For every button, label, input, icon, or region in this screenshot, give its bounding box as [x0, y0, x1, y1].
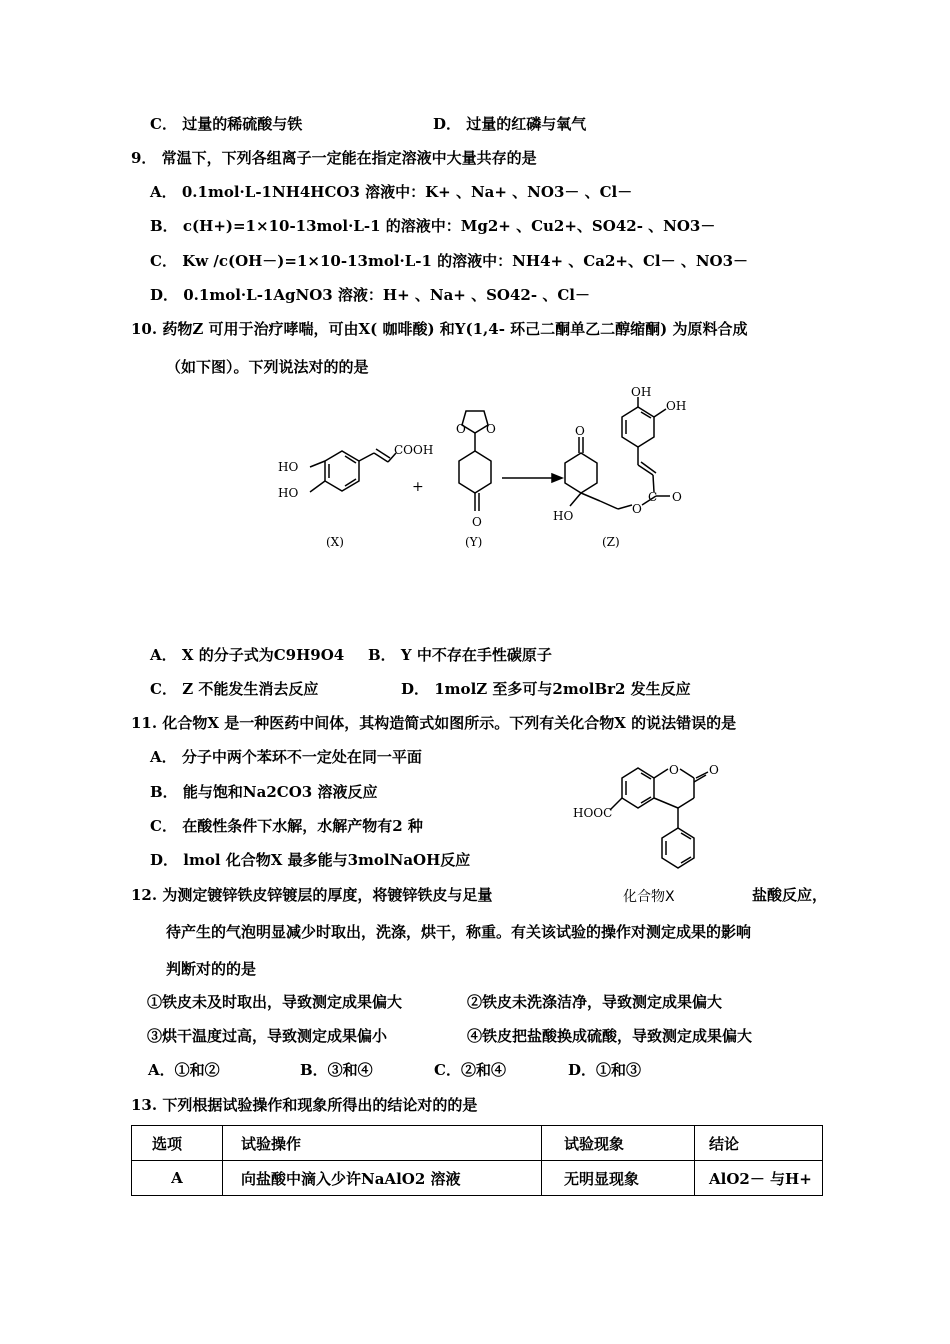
- x-cooh-label: COOH: [394, 443, 434, 457]
- carbonyl-oxygen: O: [709, 763, 719, 777]
- header-operation: 试验操作: [223, 1126, 542, 1161]
- q12-item-4: ④铁皮把盐酸换成硫酸，导致测定成果偏大: [467, 1027, 753, 1045]
- q11-option-c: C． 在酸性条件下水解，水解产物有2 种: [150, 817, 423, 835]
- q10-option-c: C． Z 不能发生消去反应: [150, 680, 319, 698]
- q12-stem-end: 盐酸反应，: [752, 886, 828, 904]
- header-option: 选项: [132, 1126, 223, 1161]
- q9-option-d: D． 0.1mol·L-1AgNO3 溶液：H+ 、Na+ 、SO42- 、Cl－: [150, 286, 590, 304]
- y-oxygen-2: O: [486, 422, 496, 436]
- plus-sign: +: [412, 479, 424, 495]
- q10-option-b: B． Y 中不存在手性碳原子: [368, 646, 552, 664]
- q10-stem: 10. 药物Z 可用于治疗哮喘，可由X( 咖啡酸) 和Y(1,4- 环己二酮单乙二醇缩酮) 为原料合成: [131, 320, 748, 338]
- header-phenomenon: 试验现象: [542, 1126, 695, 1161]
- row-conclusion: AlO2－ 与H+: [695, 1161, 823, 1196]
- z-oxygen-ester: O: [632, 502, 642, 516]
- q12-option-b: B．③和④: [300, 1061, 373, 1079]
- x-compound-label: (X): [326, 535, 344, 549]
- y-compound-label: (Y): [465, 535, 483, 549]
- q11-option-b: B． 能与饱和Na2CO3 溶液反应: [150, 783, 378, 801]
- q12-option-a: A．①和②: [148, 1061, 220, 1079]
- q9-option-b: B． c(H+)=1×10-13mol·L-1 的溶液中：Mg2+ 、Cu2+、SO42- 、NO3－: [150, 217, 716, 235]
- x-ho-label-2: HO: [278, 486, 299, 500]
- q11-option-d: D． lmol 化合物X 最多能与3molNaOH反应: [150, 851, 471, 869]
- q12-item-3: ③烘干温度过高，导致测定成果偏小: [147, 1027, 388, 1045]
- q11-compound-figure: [570, 752, 730, 907]
- ring-oxygen: O: [669, 763, 679, 777]
- y-oxygen-1: O: [456, 422, 466, 436]
- q13-stem: 13. 下列根据试验操作和现象所得出的结论对的的是: [131, 1096, 478, 1114]
- compound-x-structure: [310, 449, 396, 492]
- q12-option-d: D．①和③: [568, 1061, 642, 1079]
- q12-item-2: ②铁皮未洗涤洁净，导致测定成果偏大: [467, 993, 723, 1011]
- q11-figure-caption: 化合物X: [623, 889, 675, 905]
- table-row: [132, 1161, 823, 1196]
- q10-stem-line2: （如下图）。下列说法对的的是: [166, 358, 369, 376]
- row-phenomenon: 无明显现象: [542, 1161, 695, 1196]
- q12-stem-line2: 待产生的气泡明显减少时取出，洗涤，烘干，称重。有关该试验的操作对测定成果的影响: [166, 923, 752, 941]
- x-ho-label-1: HO: [278, 460, 299, 474]
- q12-stem: 12. 为测定镀锌铁皮锌镀层的厚度，将镀锌铁皮与足量: [131, 886, 493, 904]
- z-oxygen-ketone: O: [575, 424, 585, 438]
- row-option: A: [132, 1161, 223, 1196]
- row-operation: 向盐酸中滴入少许NaAlO2 溶液: [223, 1161, 542, 1196]
- compound-x-structure: [610, 768, 708, 868]
- q11-stem: 11. 化合物X 是一种医药中间体，其构造简式如图所示。下列有关化合物X 的说法错误的是: [131, 714, 737, 732]
- q9-stem: 9． 常温下，下列各组离子一定能在指定溶液中大量共存的是: [131, 149, 537, 167]
- header-conclusion: 结论: [695, 1126, 823, 1161]
- q10-option-d: D． 1molZ 至多可与2molBr2 发生反应: [401, 680, 691, 698]
- z-ho-label: HO: [553, 509, 574, 523]
- z-carbon-label: C: [648, 490, 658, 504]
- hooc-label: HOOC: [573, 806, 613, 820]
- y-oxygen-3: O: [472, 515, 482, 529]
- z-oh-label-1: OH: [631, 385, 652, 399]
- q11-option-a: A． 分子中两个苯环不一定处在同一平面: [150, 748, 422, 766]
- q12-item-1: ①铁皮未及时取出，导致测定成果偏大: [147, 993, 403, 1011]
- table-header-row: [132, 1126, 823, 1161]
- q12-stem-line3: 判断对的的是: [166, 960, 257, 978]
- q9-option-a: A． 0.1mol·L-1NH4HCO3 溶液中：K+ 、Na+ 、NO3－ 、Cl－: [150, 183, 633, 201]
- z-compound-label: (Z): [602, 535, 620, 549]
- q10-reaction-figure: [270, 383, 710, 553]
- q13-table: [131, 1125, 823, 1196]
- q10-option-a: A． X 的分子式为C9H9O4: [150, 646, 345, 664]
- q8-option-c: C． 过量的稀硫酸与铁: [150, 115, 303, 133]
- z-oh-label-2: OH: [666, 399, 687, 413]
- z-oxygen-carbonyl: O: [672, 490, 682, 504]
- q12-option-c: C．②和④: [434, 1061, 506, 1079]
- q8-option-d: D． 过量的红磷与氧气: [433, 115, 587, 133]
- q9-option-c: C． Kw /c(OH－)=1×10-13mol·L-1 的溶液中：NH4+ 、Ca2+、Cl－ 、NO3－: [150, 252, 749, 270]
- reaction-arrowhead: [552, 474, 562, 482]
